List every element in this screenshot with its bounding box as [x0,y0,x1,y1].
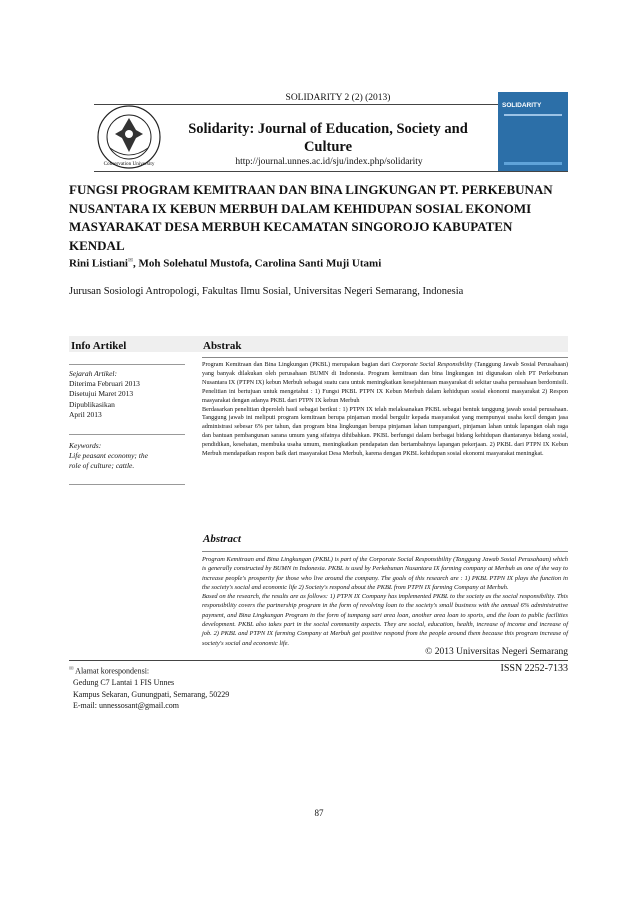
university-logo [96,104,162,170]
keywords-label: Keywords: [69,441,102,450]
abstract-body [202,555,568,648]
history-published: Dipublikasikan [69,399,115,409]
section-header-band [69,336,568,352]
correspondence-line: Kampus Sekaran, Gunungpati, Semarang, 50229 [73,689,230,699]
abstract-rule [202,551,568,552]
keyword-line: Life peasant economy; the [69,451,148,461]
cover-bar [504,114,562,116]
abstrak-paragraph: Program Kemitraan dan Bina Lingkungan (PKBL) merupakan bagian dari Corporate Social Responsibility (Tanggung Jawab Sosial Perusahaan) yang banyak dilakukan oleh perusahaan BUMN di Indonesia. Program kemitraan dan bina lingkungan ini digunakan oleh PT Perkebunan Nusantara IX (PTPN IX) kebun Merbuh sebagai suatu cara untuk meningkatkan kesejahteraan masyarakat di sekitar usaha perusahaan berdomisili. Penelitian ini bertujuan untuk mengetahui : 1) Fungsi PKBL PTPN IX Kebun Merbuh dalam kehidupan sosial ekonomi masyarakat 2) Respon masyarakat dengan adanya PKBL dari PTPN IX kebun Merbuh [202,361,568,404]
abstrak-paragraph: Berdasarkan penelitian diperoleh hasil sebagai berikut : 1) PTPN IX telah melaksanakan PKBL sebagai bentuk tanggung jawab sosial perusahaan. Tanggung jawab ini meliputi program kemitraan berupa pinjaman modal bergulir kepada masyarakat yang mempunyai usaha kecil dengan jasa administrasi sebesar 6% per tahun, dan program bina lingkungan berupa pinjaman lahan tumpangsari, pinjaman lahan untuk lapangan olah raga dan bantuan pembangunan sarana umum yang sifatnya dihibahkan. PKBL berfungsi dalam berbagai bidang kehidupan diantaranya bidang sosial, pendidikan, kesehatan, membuka usaha umum, meningkatkan pendapatan dan bertambahnya lapangan pekerjaan. 2) PKBL dari PTPN IX Kebun Merbuh mendapatkan respon baik dari masyarakat Desa Merbuh, karena dengan PKBL kehidupan sosial ekonomi masyarakat meningkat. [202,405,568,458]
article-title: FUNGSI PROGRAM KEMITRAAN DAN BINA LINGKUNGAN PT. PERKEBUNAN NUSANTARA IX KEBUN MERBUH DALAM KEHIDUPAN SOSIAL EKONOMI MASYARAKAT DESA MERBUH KECAMATAN SINGOROJO KABUPATEN KENDAL [69,182,553,253]
article-history [69,369,187,420]
correspondence-line: Gedung C7 Lantai 1 FIS Unnes [73,678,175,688]
keywords [69,441,187,472]
sidebar-divider [69,434,185,435]
correspondence-label: Alamat korespondensi: [75,666,150,676]
cover-stripe [504,162,562,165]
footer-rule [69,660,568,661]
author-rest: , Moh Solehatul Mustofa, Carolina Santi Muji Utami [133,257,382,270]
correspondence [69,664,229,712]
page-number: 87 [314,808,324,818]
header-bottom-rule [94,171,568,172]
history-received: Diterima Februari 2013 [69,379,140,389]
abstract-paragraph: Program Kemitraan and Bina Lingkungan (PKBL) is part of the Corporate Social Responsibility (Tanggung Jawab Sosial Perusahaan) which is generally constructed by BUMN in Indonesia. PKBL is used by Perkebunan Nusantara IX farming company at Merbuh as one of the way to increase people's prosperity for those who live around the company. The goals of this research are : 1) PKBL PTPN IX plays the function in the society's social and economic life 2) Society's respond about the PKBL from PTPN IX farming Company at Merbuh. [202,556,568,591]
abstract-paragraph: Based on the research, the results are as follows: 1) PTPN IX Company has implemented PKBL to the society as the social responsibility. This responsibility covers the partnership program in the form of revolving loan to the society's small business with the annual 6% administrative payment, and Bina Lingkungan Program in the form of tumpang sari area loan, another area loan to sports, and the loan to public facilities development. PKBL also takes part in the social community aspects. They are social, education, health, increase of income and increase of job. 2) PKBL and PTPN IX farming Company at Merbuh get positive respond from the people around them because this program increase of society's social and economic life. [202,593,568,647]
sidebar-divider [69,484,185,485]
affiliation: Jurusan Sosiologi Antropologi, Fakultas Ilmu Sosial, Universitas Negeri Semarang, Indonesia [69,286,464,297]
logo-text: Conservation University [103,161,155,167]
correspondence-email: E-mail: unnessosant@gmail.com [73,701,180,711]
abstract-heading: Abstract [203,533,241,545]
history-published-date: April 2013 [69,409,102,419]
history-approved: Disetujui Maret 2013 [69,389,134,399]
abstrak-heading: Abstrak [203,340,242,352]
author-first: Rini Listiani [69,257,128,270]
abstrak-body [202,361,568,459]
info-artikel-heading: Info Artikel [71,340,127,352]
journal-edition: SOLIDARITY 2 (2) (2013) [285,93,391,103]
cover-title: SOLIDARITY [502,102,542,109]
sidebar-divider [69,364,185,365]
envelope-icon: ✉ [128,258,134,264]
university-logo-icon [96,104,162,170]
authors [69,257,569,270]
history-label: Sejarah Artikel: [69,369,117,378]
envelope-icon: ✉ [69,666,74,672]
journal-url-link[interactable]: http://journal.unnes.ac.id/sju/index.php/solidarity [235,157,423,167]
copyright: © 2013 Universitas Negeri Semarang [425,647,568,657]
journal-cover-image [498,92,568,172]
journal-title: Solidarity: Journal of Education, Society and Culture [188,121,468,155]
abstrak-rule [202,357,568,358]
keyword-line: role of culture; cattle. [69,461,135,471]
issn: ISSN 2252-7133 [500,663,568,674]
header-top-rule [94,104,568,105]
